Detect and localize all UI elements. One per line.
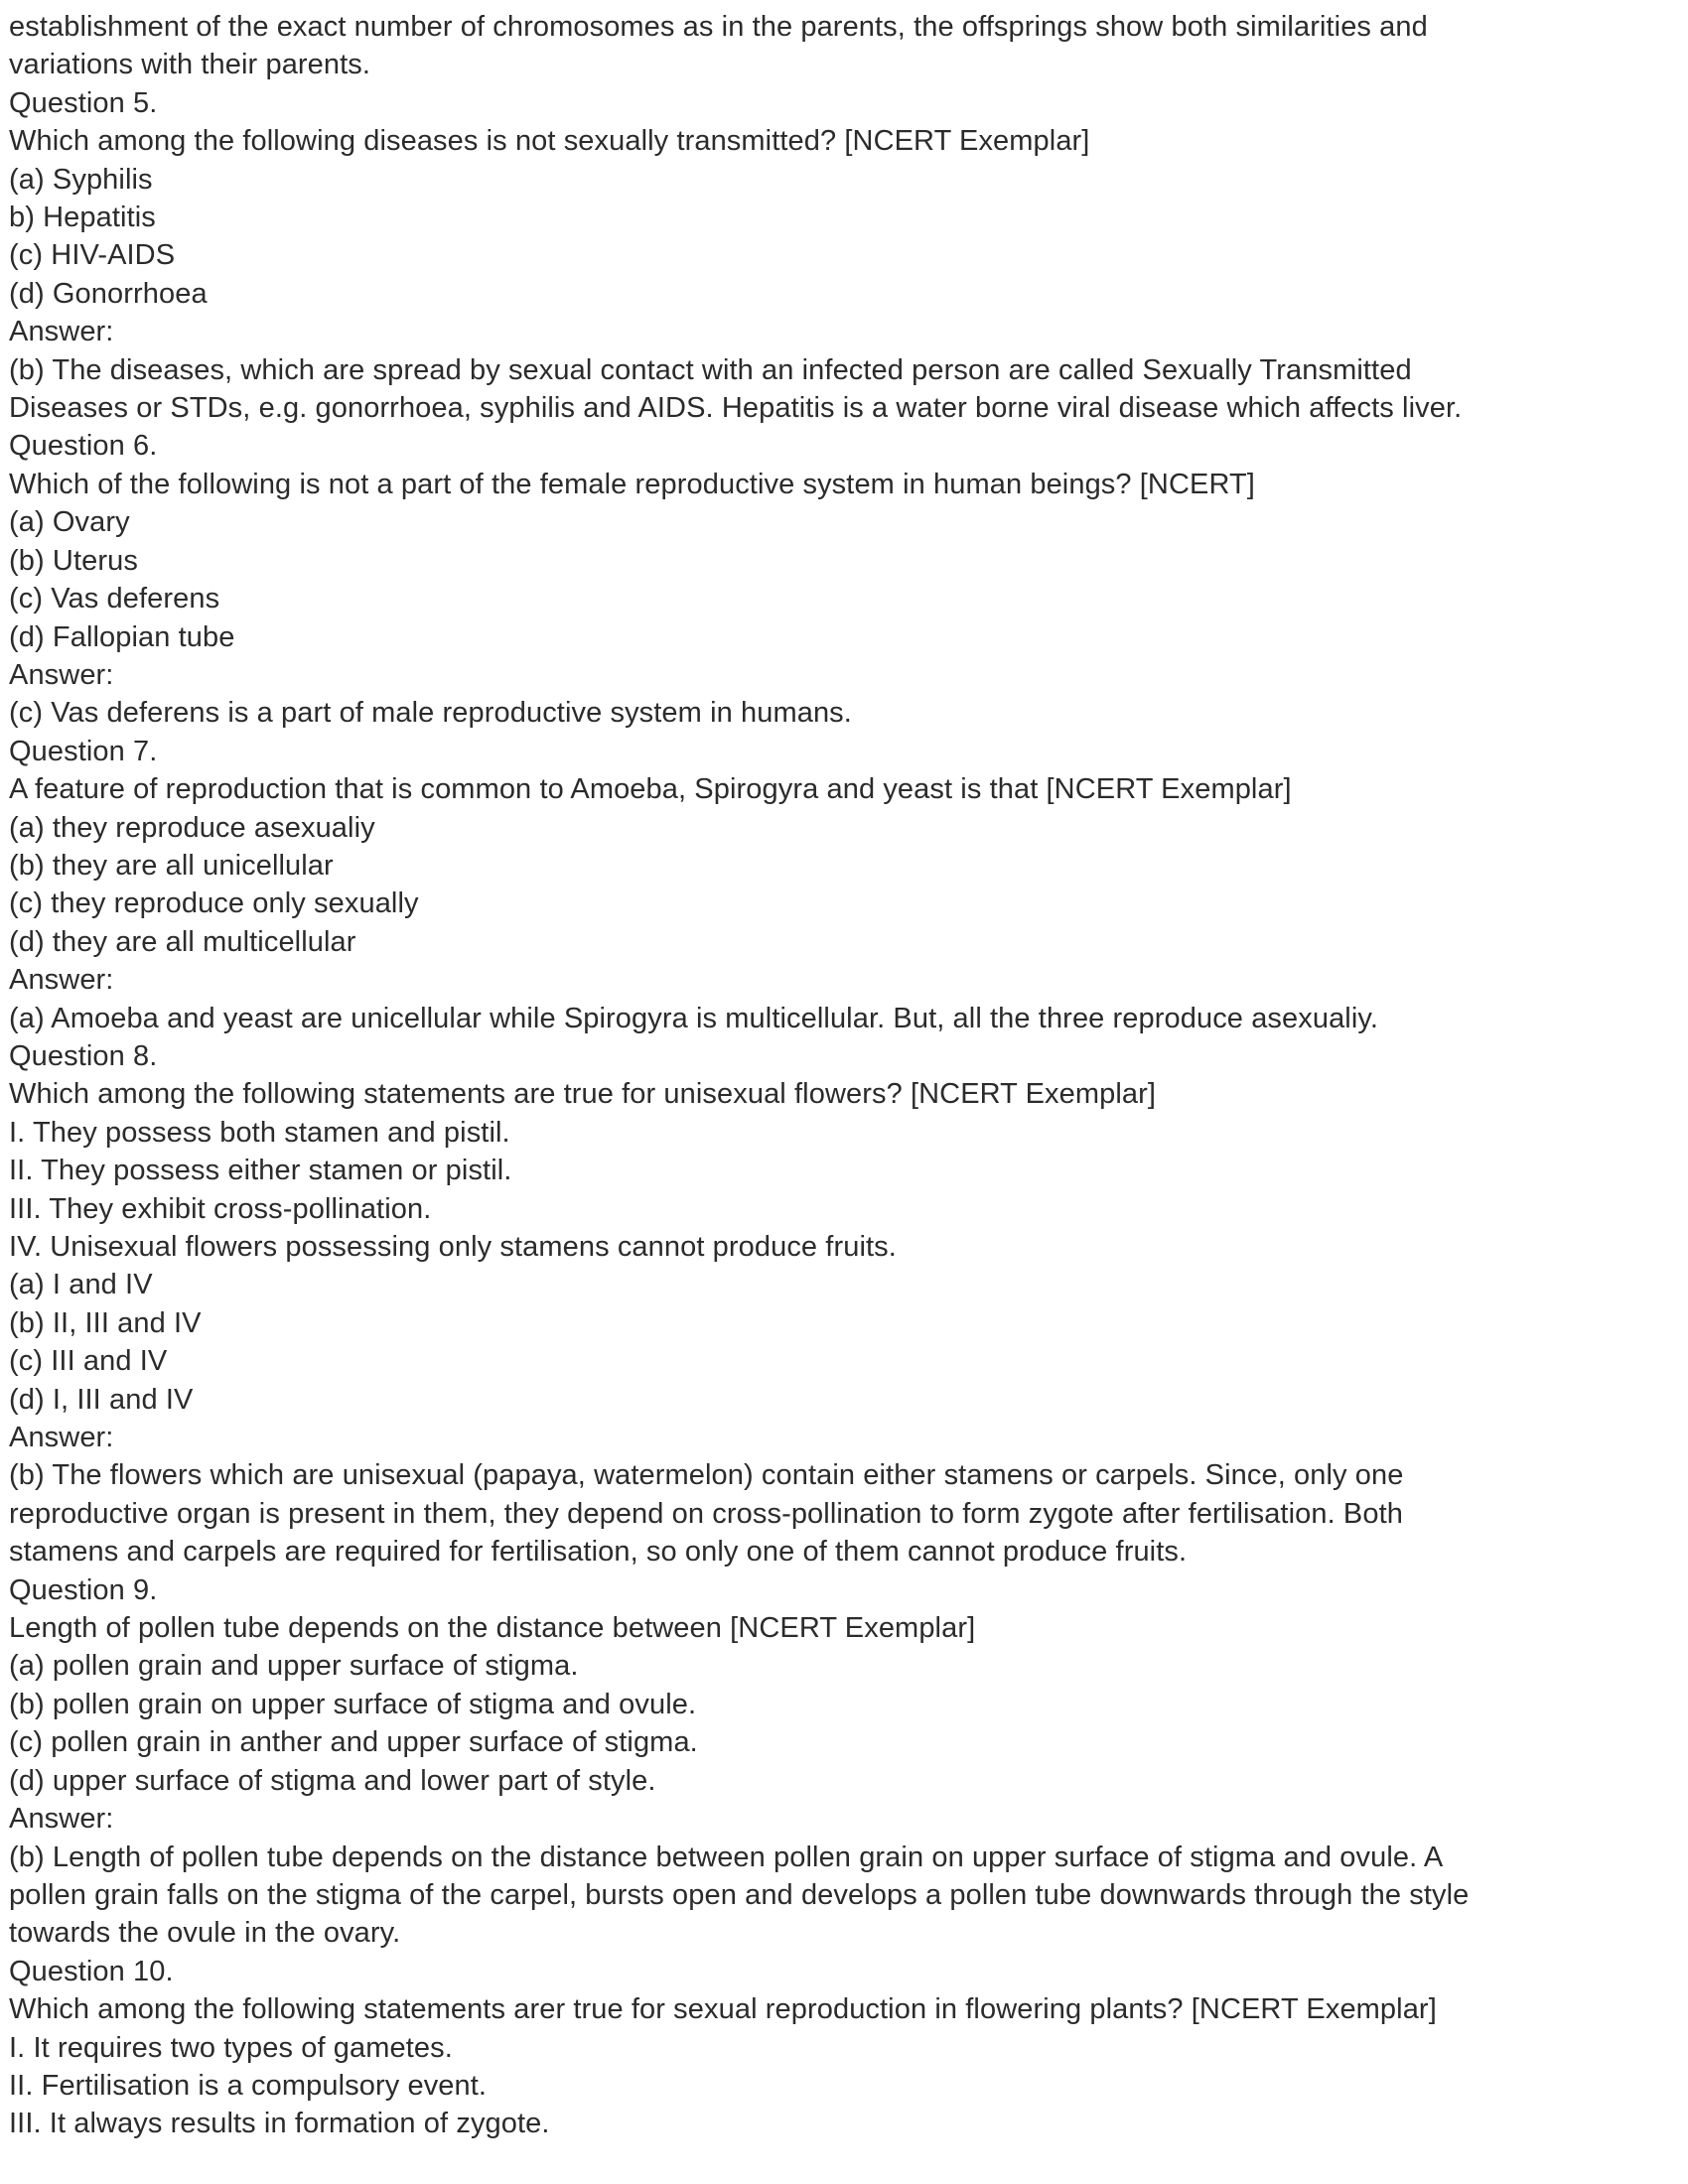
document-text [9, 8, 1684, 2143]
text-line: (c) pollen grain in anther and upper surface of stigma. [9, 1726, 698, 1759]
text-line: (b) Length of pollen tube depends on the distance between pollen grain on upper surface of stigma and ovule. A [9, 1841, 1444, 1873]
text-line: Which among the following statements arer true for sexual reproduction in flowering plants? [NCERT Exemplar] [9, 1993, 1437, 2026]
text-line: (b) Uterus [9, 544, 138, 577]
text-line: Which of the following is not a part of the female reproductive system in human beings? [NCERT] [9, 468, 1255, 500]
text-line: variations with their parents. [9, 49, 371, 81]
text-line: (d) Gonorrhoea [9, 277, 208, 310]
text-line: stamens and carpels are required for fertilisation, so only one of them cannot produce fruits. [9, 1536, 1188, 1569]
text-line: reproductive organ is present in them, they depend on cross-pollination to form zygote after fertilisation. Both [9, 1497, 1403, 1530]
text-line: (c) HIV-AIDS [9, 239, 176, 272]
text-line: II. Fertilisation is a compulsory event. [9, 2069, 488, 2102]
text-line: (d) they are all multicellular [9, 925, 356, 958]
text-line: IV. Unisexual flowers possessing only stamens cannot produce fruits. [9, 1231, 897, 1263]
text-line: Answer: [9, 1422, 114, 1454]
text-line: III. They exhibit cross-pollination. [9, 1192, 432, 1225]
text-line: pollen grain falls on the stigma of the carpel, bursts open and develops a pollen tube downwards through the style [9, 1878, 1470, 1911]
text-line: Question 5. [9, 86, 158, 119]
text-line: Answer: [9, 964, 114, 997]
text-line: (b) The diseases, which are spread by sexual contact with an infected person are called Sexually Transmitted [9, 353, 1412, 386]
text-line: A feature of reproduction that is common to Amoeba, Spirogyra and yeast is that [NCERT Exemplar] [9, 773, 1292, 806]
text-line: Length of pollen tube depends on the distance between [NCERT Exemplar] [9, 1612, 976, 1645]
text-line: III. It always results in formation of zygote. [9, 2108, 550, 2140]
text-line: towards the ovule in the ovary. [9, 1917, 401, 1950]
text-line: Answer: [9, 316, 114, 348]
text-line: establishment of the exact number of chromosomes as in the parents, the offsprings show both similarities and [9, 11, 1428, 43]
text-line: (d) upper surface of stigma and lower part of style. [9, 1764, 656, 1797]
text-line: Which among the following diseases is not sexually transmitted? [NCERT Exemplar] [9, 125, 1090, 158]
text-line: (b) they are all unicellular [9, 849, 334, 882]
text-line: (a) Syphilis [9, 163, 153, 196]
text-line: (d) Fallopian tube [9, 620, 235, 653]
text-line: (b) II, III and IV [9, 1306, 202, 1339]
text-line: Question 10. [9, 1955, 174, 1987]
text-line: (a) they reproduce asexualiy [9, 811, 375, 844]
text-line: Diseases or STDs, e.g. gonorrhoea, syphilis and AIDS. Hepatitis is a water borne viral disease which affects liver. [9, 392, 1463, 425]
text-line: (b) pollen grain on upper surface of stigma and ovule. [9, 1688, 697, 1720]
text-line: Question 9. [9, 1573, 158, 1606]
text-line: (b) The flowers which are unisexual (papaya, watermelon) contain either stamens or carpels. Since, only one [9, 1459, 1404, 1492]
text-line: (a) pollen grain and upper surface of stigma. [9, 1650, 579, 1683]
text-line: Question 6. [9, 430, 158, 463]
text-line: I. It requires two types of gametes. [9, 2031, 453, 2064]
text-line: I. They possess both stamen and pistil. [9, 1116, 510, 1149]
text-line: (c) they reproduce only sexually [9, 887, 419, 920]
text-line: (d) I, III and IV [9, 1383, 194, 1416]
text-line: b) Hepatitis [9, 202, 156, 234]
text-line: Which among the following statements are true for unisexual flowers? [NCERT Exemplar] [9, 1078, 1157, 1111]
text-line: Answer: [9, 1803, 114, 1836]
text-line: II. They possess either stamen or pistil. [9, 1155, 512, 1187]
text-line: (a) I and IV [9, 1269, 153, 1301]
text-line: Question 8. [9, 1039, 158, 1072]
text-line: (a) Amoeba and yeast are unicellular while Spirogyra is multicellular. But, all the three reproduce asexualiy. [9, 1002, 1378, 1034]
text-line: Answer: [9, 658, 114, 691]
text-line: (a) Ovary [9, 506, 130, 539]
text-line: (c) Vas deferens is a part of male reproductive system in humans. [9, 697, 852, 730]
text-line: (c) Vas deferens [9, 583, 220, 615]
text-line: (c) III and IV [9, 1345, 168, 1378]
text-line: Question 7. [9, 735, 158, 767]
